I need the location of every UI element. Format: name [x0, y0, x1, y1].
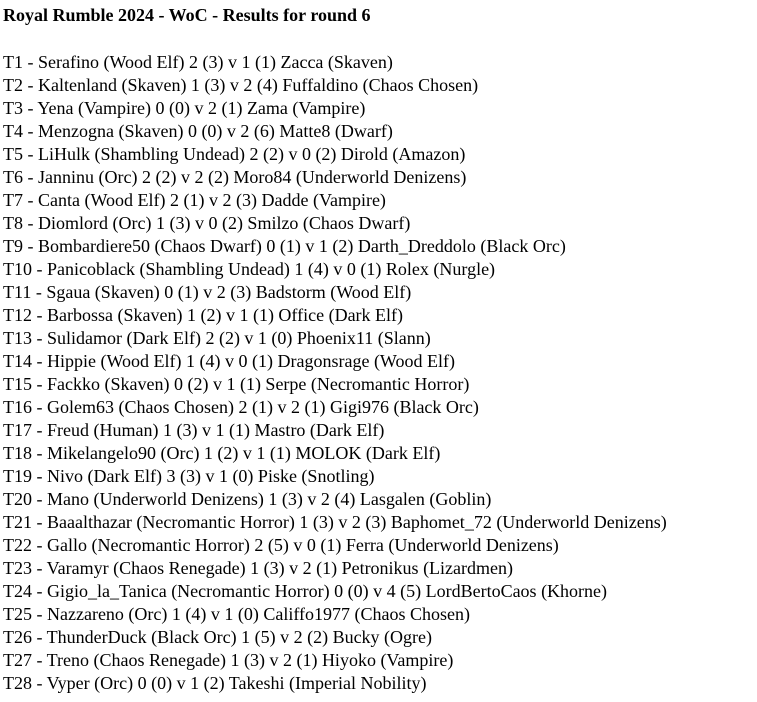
result-line: T28 - Vyper (Orc) 0 (0) v 1 (2) Takeshi (Imperial Nobility) [3, 673, 427, 693]
results-list [3, 51, 757, 695]
result-line: T26 - ThunderDuck (Black Orc) 1 (5) v 2 (2) Bucky (Ogre) [3, 627, 433, 647]
result-line: T19 - Nivo (Dark Elf) 3 (3) v 1 (0) Piske (Snotling) [3, 466, 375, 486]
result-line: T7 - Canta (Wood Elf) 2 (1) v 2 (3) Dadde (Vampire) [3, 190, 386, 210]
result-line: T20 - Mano (Underworld Denizens) 1 (3) v 2 (4) Lasgalen (Goblin) [3, 489, 492, 509]
result-line: T27 - Treno (Chaos Renegade) 1 (3) v 2 (1) Hiyoko (Vampire) [3, 650, 454, 670]
result-line: T21 - Baaalthazar (Necromantic Horror) 1 (3) v 2 (3) Baphomet_72 (Underworld Denizens) [3, 512, 667, 532]
result-line: T22 - Gallo (Necromantic Horror) 2 (5) v 0 (1) Ferra (Underworld Denizens) [3, 535, 559, 555]
result-line: T5 - LiHulk (Shambling Undead) 2 (2) v 0 (2) Dirold (Amazon) [3, 144, 466, 164]
result-line: T6 - Janninu (Orc) 2 (2) v 2 (2) Moro84 (Underworld Denizens) [3, 167, 467, 187]
result-line: T11 - Sgaua (Skaven) 0 (1) v 2 (3) Badstorm (Wood Elf) [3, 282, 412, 302]
result-line: T23 - Varamyr (Chaos Renegade) 1 (3) v 2 (1) Petronikus (Lizardmen) [3, 558, 514, 578]
result-line: T3 - Yena (Vampire) 0 (0) v 2 (1) Zama (Vampire) [3, 98, 366, 118]
result-line: T25 - Nazzareno (Orc) 1 (4) v 1 (0) Califfo1977 (Chaos Chosen) [3, 604, 471, 624]
result-line: T16 - Golem63 (Chaos Chosen) 2 (1) v 2 (1) Gigi976 (Black Orc) [3, 397, 479, 417]
result-line: T2 - Kaltenland (Skaven) 1 (3) v 2 (4) Fuffaldino (Chaos Chosen) [3, 75, 479, 95]
result-line: T13 - Sulidamor (Dark Elf) 2 (2) v 1 (0) Phoenix11 (Slann) [3, 328, 431, 348]
result-line: T15 - Fackko (Skaven) 0 (2) v 1 (1) Serpe (Necromantic Horror) [3, 374, 470, 394]
result-line: T4 - Menzogna (Skaven) 0 (0) v 2 (6) Matte8 (Dwarf) [3, 121, 393, 141]
result-line: T10 - Panicoblack (Shambling Undead) 1 (4) v 0 (1) Rolex (Nurgle) [3, 259, 496, 279]
result-line: T17 - Freud (Human) 1 (3) v 1 (1) Mastro (Dark Elf) [3, 420, 385, 440]
result-line: T1 - Serafino (Wood Elf) 2 (3) v 1 (1) Zacca (Skaven) [3, 52, 393, 72]
result-line: T8 - Diomlord (Orc) 1 (3) v 0 (2) Smilzo (Chaos Dwarf) [3, 213, 411, 233]
result-line: T12 - Barbossa (Skaven) 1 (2) v 1 (1) Office (Dark Elf) [3, 305, 404, 325]
result-line: T24 - Gigio_la_Tanica (Necromantic Horror) 0 (0) v 4 (5) LordBertoCaos (Khorne) [3, 581, 608, 601]
result-line: T14 - Hippie (Wood Elf) 1 (4) v 0 (1) Dragonsrage (Wood Elf) [3, 351, 455, 371]
result-line: T9 - Bombardiere50 (Chaos Dwarf) 0 (1) v 1 (2) Darth_Dreddolo (Black Orc) [3, 236, 566, 256]
page-title: Royal Rumble 2024 - WoC - Results for round 6 [3, 5, 371, 25]
result-line: T18 - Mikelangelo90 (Orc) 1 (2) v 1 (1) MOLOK (Dark Elf) [3, 443, 441, 463]
